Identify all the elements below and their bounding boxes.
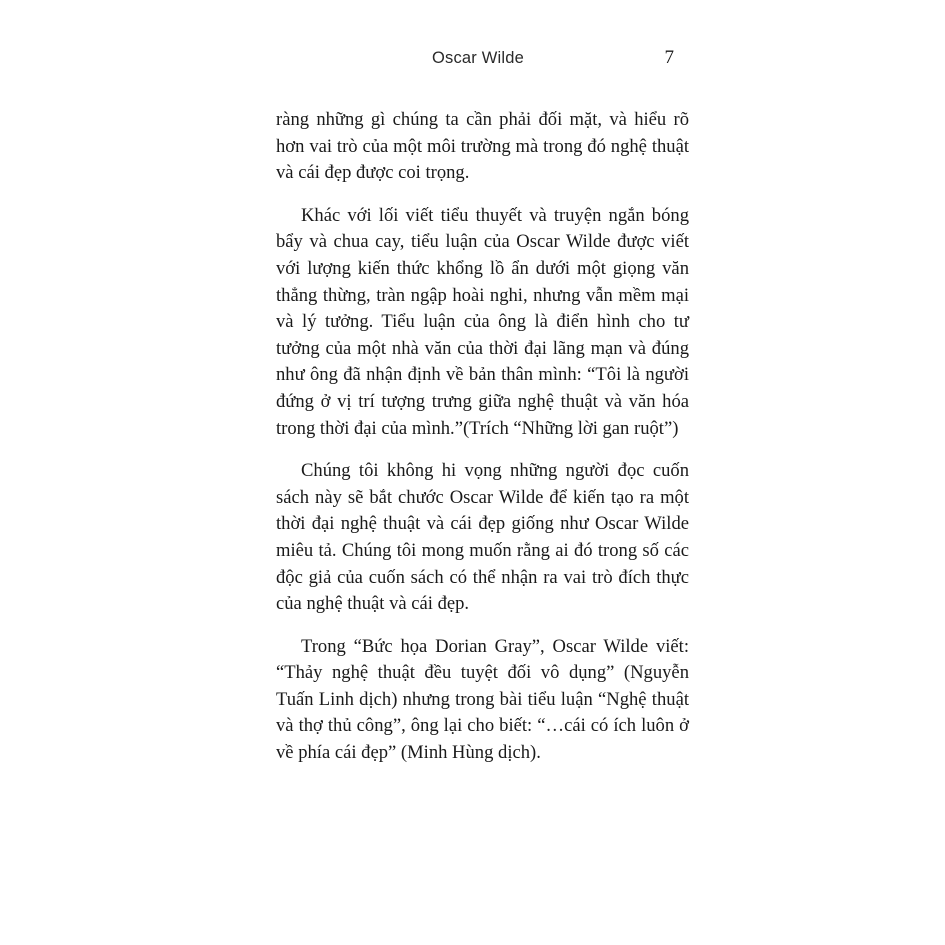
paragraph-essay-style: Khác với lối viết tiểu thuyết và truyện ngắn bóng bẩy và chua cay, tiểu luận của Oscar Wilde được viết với lượng kiến thức khổng lồ ẩn dưới một giọng văn thẳng thừng, tràn ngập hoài nghi, nhưng vẫn mềm mại và lý tưởng. Tiểu luận của ông là điển hình cho tư tưởng của một nhà văn của thời đại lãng mạn và đúng như ông đã nhận định về bản thân mình: “Tôi là người đứng ở vị trí tượng trưng giữa nghệ thuật và văn hóa trong thời đại của mình.”(Trích “Những lời gan ruột”) (276, 204, 689, 439)
running-header (276, 49, 680, 75)
page-number: 7 (664, 47, 674, 68)
running-title: Oscar Wilde (431, 49, 525, 67)
paragraph-continuation: ràng những gì chúng ta cần phải đối mặt, và hiểu rõ hơn vai trò của một môi trường mà trong đó nghệ thuật và cái đẹp được coi trọng. (276, 109, 689, 184)
paragraph-dorian-gray-quote: Trong “Bức họa Dorian Gray”, Oscar Wilde viết: “Thảy nghệ thuật đều tuyệt đối vô dụng” (Nguyễn Tuấn Linh dịch) nhưng trong bài tiểu luận “Nghệ thuật và thợ thủ công”, ông lại cho biết: “…cái có ích luôn ở về phía cái đẹp” (Minh Hùng dịch). (276, 635, 689, 764)
body-text (276, 107, 689, 783)
paragraph-readers-hope: Chúng tôi không hi vọng những người đọc cuốn sách này sẽ bắt chước Oscar Wilde để kiến tạo ra một thời đại nghệ thuật và cái đẹp giống như Oscar Wilde miêu tả. Chúng tôi mong muốn rằng ai đó trong số các độc giả của cuốn sách có thể nhận ra vai trò đích thực của nghệ thuật và cái đẹp. (276, 460, 689, 615)
